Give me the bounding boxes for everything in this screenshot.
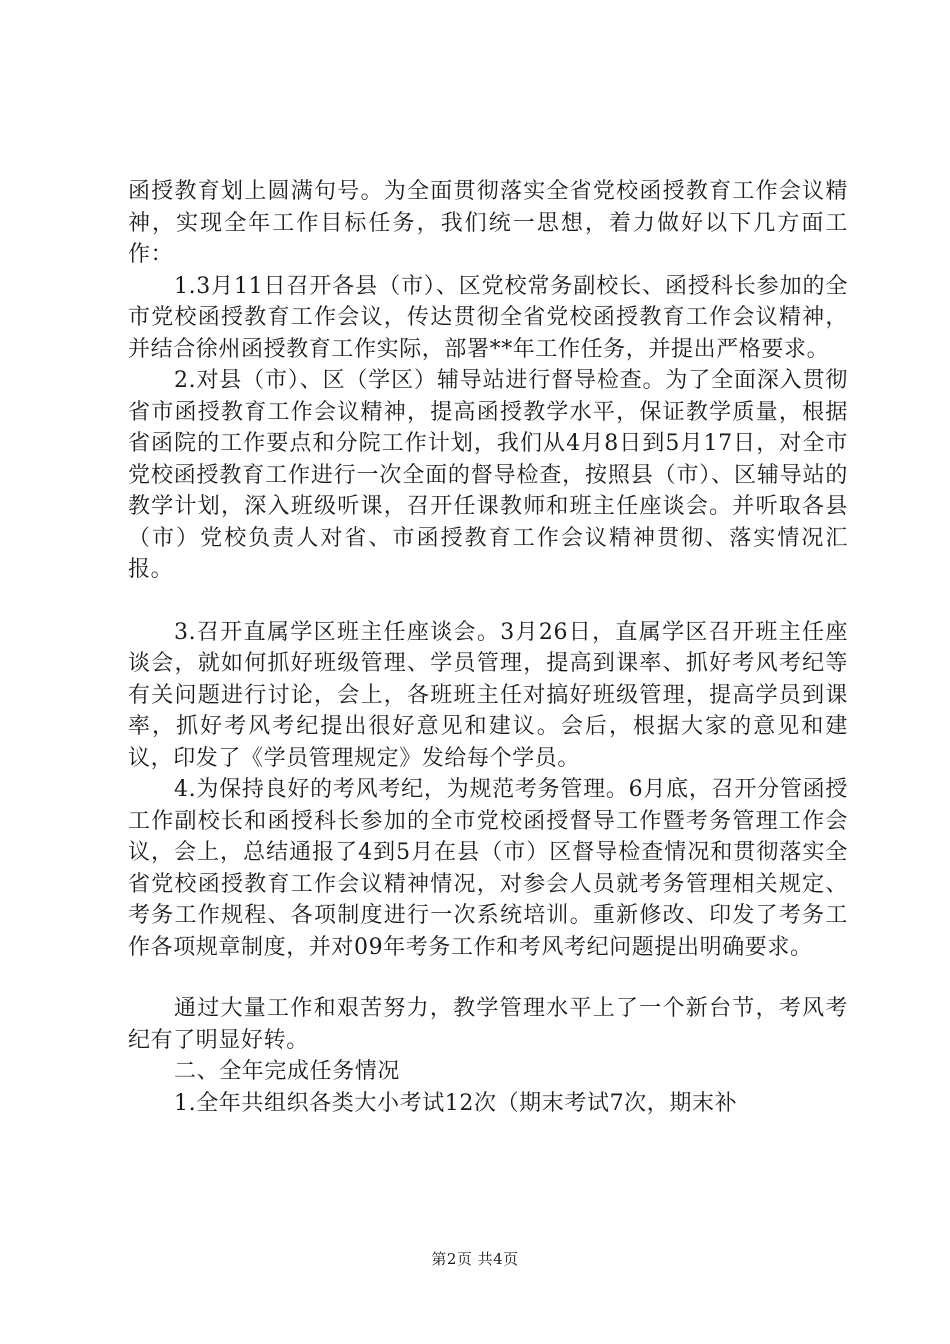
paragraph-item-4: 4.为保持良好的考风考纪，为规范考务管理。6月底，召开分管函授工作副校长和函授科长参加的全市党校函授督导工作暨考务管理工作会议，会上，总结通报了4到5月在县（市）区督导检查情况和贯彻落实全省党校函授教育工作会议精神情况，对参会人员就考务管理相关规定、考务工作规程、各项制度进行一次系统培训。重新修改、印发了考务工作各项规章制度，并对09年考务工作和考风考纪问题提出明确要求。 <box>128 777 848 960</box>
paragraph-task-1: 1.全年共组织各类大小考试12次（期末考试7次，期末补 <box>174 1090 738 1116</box>
paragraph-item-1: 1.3月11日召开各县（市）、区党校常务副校长、函授科长参加的全市党校函授教育工作会议，传达贯彻全省党校函授教育工作会议精神，并结合徐州函授教育工作实际，部署**年工作任务，并提出严格要求。 <box>128 273 848 362</box>
paragraph-item-2: 2.对县（市）、区（学区）辅导站进行督导检查。为了全面深入贯彻省市函授教育工作会议精神，提高函授教学水平，保证教学质量，根据省函院的工作要点和分院工作计划，我们从4月8日到5月17日，对全市党校函授教育工作进行一次全面的督导检查，按照县（市）、区辅导站的教学计划，深入班级听课，召开任课教师和班主任座谈会。并听取各县（市）党校负责人对省、市函授教育工作会议精神贯彻、落实情况汇报。 <box>128 368 848 582</box>
paragraph-item-3: 3.召开直属学区班主任座谈会。3月26日，直属学区召开班主任座谈会，就如何抓好班级管理、学员管理，提高到课率、抓好考风考纪等有关问题进行讨论，会上，各班班主任对搞好班级管理，提高学员到课率，抓好考风考纪提出很好意见和建议。会后，根据大家的意见和建议，印发了《学员管理规定》发给每个学员。 <box>128 619 848 771</box>
paragraph-summary: 通过大量工作和艰苦努力，教学管理水平上了一个新台节，考风考纪有了明显好转。 <box>128 996 848 1053</box>
section-heading: 二、全年完成任务情况 <box>174 1059 401 1084</box>
paragraph-intro: 函授教育划上圆满句号。为全面贯彻落实全省党校函授教育工作会议精神，实现全年工作目标任务，我们统一思想，着力做好以下几方面工作： <box>128 179 848 267</box>
document-body <box>128 176 848 1119</box>
page-number-footer: 第2页 共4页 <box>431 1250 519 1268</box>
